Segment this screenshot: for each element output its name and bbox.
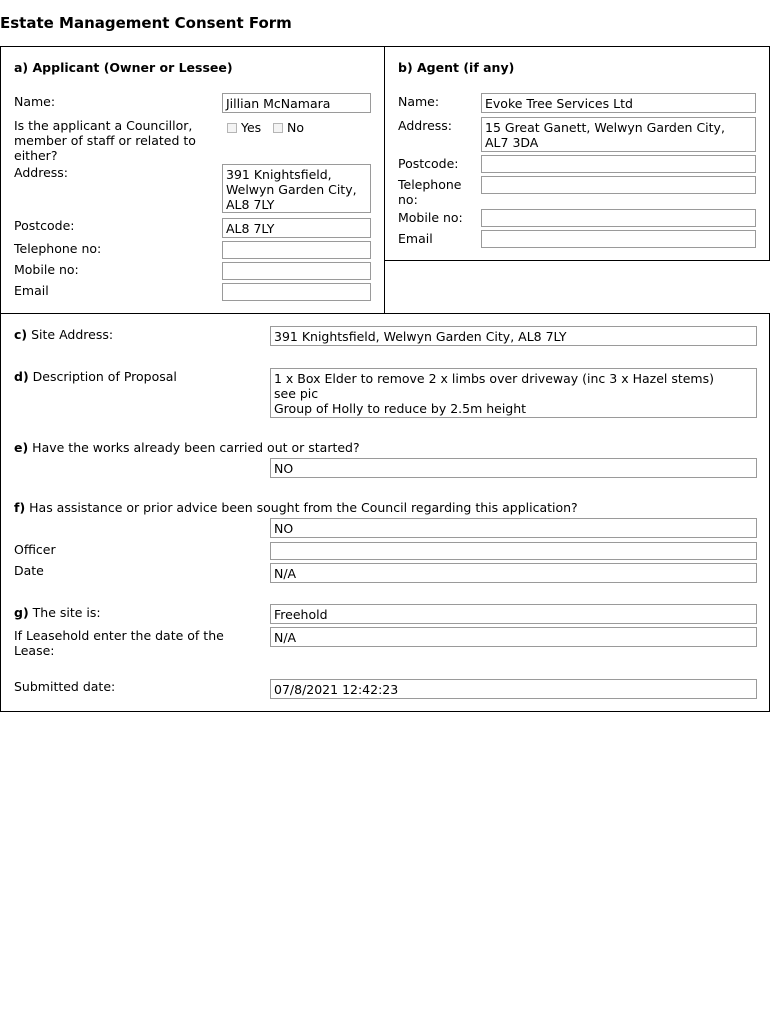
applicant-telephone-field[interactable] bbox=[222, 241, 371, 259]
prior-advice-field[interactable]: NO bbox=[270, 518, 757, 538]
works-started-label-text: Have the works already been carried out or started? bbox=[28, 440, 360, 455]
address-line: AL7 3DA bbox=[485, 135, 539, 150]
site-tenure-label bbox=[14, 605, 101, 620]
applicant-header: a) Applicant (Owner or Lessee) bbox=[14, 60, 233, 75]
applicant-name-field[interactable]: Jillian McNamara bbox=[222, 93, 371, 113]
applicant-section bbox=[0, 46, 385, 314]
councillor-yes-option[interactable] bbox=[227, 120, 261, 135]
proposal-label bbox=[14, 369, 177, 384]
submitted-date-field[interactable]: 07/8/2021 12:42:23 bbox=[270, 679, 757, 699]
agent-section bbox=[384, 46, 770, 261]
section-c-prefix: c) bbox=[14, 327, 28, 342]
date-field[interactable]: N/A bbox=[270, 563, 757, 583]
address-line: 391 Knightsfield, bbox=[226, 167, 332, 182]
site-address-label-text: Site Address: bbox=[27, 327, 114, 342]
agent-name-label: Name: bbox=[398, 94, 440, 109]
applicant-mobile-field[interactable] bbox=[222, 262, 371, 280]
applicant-postcode-field[interactable]: AL8 7LY bbox=[222, 218, 371, 238]
officer-label: Officer bbox=[14, 542, 56, 557]
agent-header: b) Agent (if any) bbox=[398, 60, 515, 75]
section-e-prefix: e) bbox=[14, 440, 29, 455]
proposal-field[interactable] bbox=[270, 368, 757, 418]
agent-mobile-label: Mobile no: bbox=[398, 210, 463, 225]
applicant-email-label: Email bbox=[14, 283, 49, 298]
no-checkbox[interactable] bbox=[273, 123, 283, 133]
applicant-address-label: Address: bbox=[14, 165, 68, 180]
agent-address-label: Address: bbox=[398, 118, 452, 133]
agent-telephone-field[interactable] bbox=[481, 176, 756, 194]
proposal-line: see pic bbox=[274, 386, 319, 401]
lease-date-field[interactable]: N/A bbox=[270, 627, 757, 647]
proposal-line: 1 x Box Elder to remove 2 x limbs over driveway (inc 3 x Hazel stems) bbox=[274, 371, 714, 386]
yes-label: Yes bbox=[241, 120, 262, 135]
applicant-address-field[interactable] bbox=[222, 164, 371, 213]
agent-postcode-field[interactable] bbox=[481, 155, 756, 173]
no-label: No bbox=[287, 120, 304, 135]
councillor-no-option[interactable] bbox=[273, 120, 304, 135]
submitted-date-label: Submitted date: bbox=[14, 679, 116, 694]
applicant-councillor-label: Is the applicant a Councillor, member of staff or related to either? bbox=[14, 118, 196, 163]
works-started-label bbox=[14, 440, 360, 455]
agent-telephone-label: Telephone no: bbox=[398, 177, 462, 207]
section-f-prefix: f) bbox=[14, 500, 26, 515]
agent-email-field[interactable] bbox=[481, 230, 756, 248]
section-g-prefix: g) bbox=[14, 605, 29, 620]
section-d-prefix: d) bbox=[14, 369, 29, 384]
address-line: Welwyn Garden City, bbox=[226, 182, 357, 197]
site-tenure-label-text: The site is: bbox=[28, 605, 101, 620]
agent-address-field[interactable] bbox=[481, 117, 756, 152]
site-address-label bbox=[14, 327, 113, 342]
proposal-line: Group of Holly to reduce by 2.5m height bbox=[274, 401, 527, 416]
site-section bbox=[0, 313, 770, 712]
works-started-field[interactable]: NO bbox=[270, 458, 757, 478]
applicant-telephone-label: Telephone no: bbox=[14, 241, 102, 256]
agent-name-field[interactable]: Evoke Tree Services Ltd bbox=[481, 93, 756, 113]
applicant-postcode-label: Postcode: bbox=[14, 218, 75, 233]
agent-postcode-label: Postcode: bbox=[398, 156, 459, 171]
address-line: AL8 7LY bbox=[226, 197, 275, 212]
applicant-mobile-label: Mobile no: bbox=[14, 262, 79, 277]
applicant-email-field[interactable] bbox=[222, 283, 371, 301]
proposal-label-text: Description of Proposal bbox=[28, 369, 177, 384]
applicant-name-label: Name: bbox=[14, 94, 56, 109]
form-title: Estate Management Consent Form bbox=[0, 14, 292, 32]
yes-checkbox[interactable] bbox=[227, 123, 237, 133]
prior-advice-label bbox=[14, 500, 578, 515]
prior-advice-label-text: Has assistance or prior advice been sought from the Council regarding this application? bbox=[25, 500, 578, 515]
agent-mobile-field[interactable] bbox=[481, 209, 756, 227]
lease-date-label: If Leasehold enter the date of the Lease: bbox=[14, 628, 224, 658]
address-line: 15 Great Ganett, Welwyn Garden City, bbox=[485, 120, 725, 135]
site-tenure-field[interactable]: Freehold bbox=[270, 604, 757, 624]
date-label: Date bbox=[14, 563, 44, 578]
site-address-field[interactable]: 391 Knightsfield, Welwyn Garden City, AL8 7LY bbox=[270, 326, 757, 346]
officer-field[interactable] bbox=[270, 542, 757, 560]
agent-email-label: Email bbox=[398, 231, 433, 246]
